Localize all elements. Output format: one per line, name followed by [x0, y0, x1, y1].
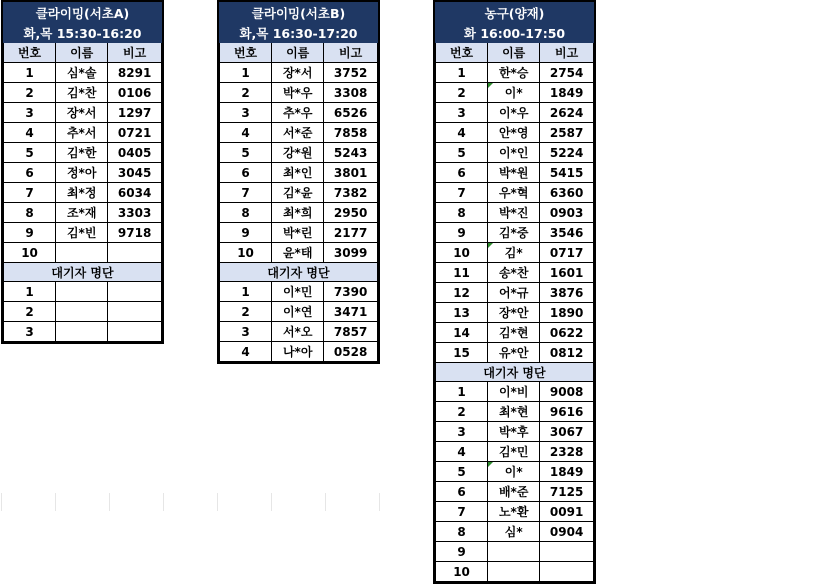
waitlist-number[interactable]: 2 [4, 302, 56, 322]
waitlist-note[interactable]: 9008 [540, 382, 594, 402]
row-name[interactable]: 이*인 [488, 143, 540, 163]
waitlist-note[interactable]: 7390 [324, 282, 378, 302]
waitlist-note[interactable]: 2328 [540, 442, 594, 462]
row-name[interactable]: 장*서 [272, 63, 324, 83]
faint-gridline [55, 493, 56, 511]
table-row [436, 63, 594, 83]
row-number[interactable]: 7 [4, 183, 56, 203]
row-name[interactable]: 김*현 [488, 323, 540, 343]
waitlist-number[interactable]: 3 [220, 322, 272, 342]
waitlist-name[interactable]: 이*민 [272, 282, 324, 302]
row-number[interactable]: 12 [436, 283, 488, 303]
class-time-row [436, 23, 594, 43]
waitlist-name[interactable]: 박*후 [488, 422, 540, 442]
row-number[interactable]: 2 [220, 83, 272, 103]
row-name[interactable]: 박*린 [272, 223, 324, 243]
waitlist-number[interactable]: 5 [436, 462, 488, 482]
waitlist-note[interactable]: 7125 [540, 482, 594, 502]
row-number[interactable]: 10 [4, 243, 56, 263]
class-title[interactable]: 클라이밍(서초B) [220, 3, 378, 23]
waitlist-row [220, 342, 378, 362]
column-header-row [4, 43, 162, 63]
waitlist-number[interactable]: 7 [436, 502, 488, 522]
row-name[interactable]: 심*솔 [56, 63, 108, 83]
waitlist-number[interactable]: 2 [220, 302, 272, 322]
waitlist-name[interactable]: 최*현 [488, 402, 540, 422]
row-name[interactable]: 장*서 [56, 103, 108, 123]
row-note[interactable]: 5243 [324, 143, 378, 163]
table-row [4, 123, 162, 143]
row-name[interactable]: 김*빈 [56, 223, 108, 243]
waitlist-number[interactable]: 10 [436, 562, 488, 582]
row-name[interactable]: 윤*태 [272, 243, 324, 263]
table-row [436, 223, 594, 243]
faint-gridline [163, 493, 164, 511]
schedule-table [219, 2, 378, 362]
row-note[interactable]: 3099 [324, 243, 378, 263]
waitlist-header-row [436, 363, 594, 382]
row-note[interactable]: 1297 [108, 103, 162, 123]
class-title-row [4, 3, 162, 23]
waitlist-row [436, 562, 594, 582]
table-row [220, 223, 378, 243]
row-note[interactable]: 6526 [324, 103, 378, 123]
waitlist-note[interactable]: 3067 [540, 422, 594, 442]
waitlist-name[interactable]: 서*오 [272, 322, 324, 342]
row-name[interactable]: 이* [488, 83, 540, 103]
row-number[interactable]: 11 [436, 263, 488, 283]
column-header-number[interactable]: 번호 [436, 43, 488, 63]
column-header-name[interactable]: 이름 [56, 43, 108, 63]
row-number[interactable]: 2 [4, 83, 56, 103]
row-note[interactable]: 3045 [108, 163, 162, 183]
row-name[interactable]: 안*영 [488, 123, 540, 143]
waitlist-name[interactable]: 김*민 [488, 442, 540, 462]
row-number[interactable]: 5 [436, 143, 488, 163]
row-note[interactable]: 3308 [324, 83, 378, 103]
table-row [220, 243, 378, 263]
row-number[interactable]: 7 [436, 183, 488, 203]
row-note[interactable]: 3876 [540, 283, 594, 303]
row-name[interactable]: 최*인 [272, 163, 324, 183]
table-row [436, 83, 594, 103]
waitlist-note[interactable]: 7857 [324, 322, 378, 342]
row-note[interactable]: 0106 [108, 83, 162, 103]
faint-gridline [271, 493, 272, 511]
row-number[interactable]: 4 [4, 123, 56, 143]
waitlist-note[interactable]: 0091 [540, 502, 594, 522]
table-row [4, 83, 162, 103]
class-title-row [436, 3, 594, 23]
row-note[interactable]: 3546 [540, 223, 594, 243]
waitlist-note[interactable]: 0904 [540, 522, 594, 542]
row-name[interactable]: 조*재 [56, 203, 108, 223]
row-number[interactable]: 6 [4, 163, 56, 183]
row-note[interactable]: 1890 [540, 303, 594, 323]
row-name[interactable]: 유*안 [488, 343, 540, 363]
table-row [220, 123, 378, 143]
column-header-name[interactable]: 이름 [272, 43, 324, 63]
table-row [436, 183, 594, 203]
row-note[interactable]: 9718 [108, 223, 162, 243]
row-number[interactable]: 8 [220, 203, 272, 223]
faint-gridline [109, 493, 110, 511]
class-time[interactable]: 화,목 15:30-16:20 [4, 23, 162, 43]
table-row [436, 163, 594, 183]
table-climbing-seocho-a [1, 0, 164, 344]
table-row [436, 303, 594, 323]
waitlist-name[interactable] [56, 302, 108, 322]
table-row [4, 103, 162, 123]
row-number[interactable]: 8 [436, 203, 488, 223]
row-number[interactable]: 6 [436, 163, 488, 183]
table-row [220, 103, 378, 123]
table-row [436, 263, 594, 283]
table-row [436, 323, 594, 343]
row-note[interactable]: 7382 [324, 183, 378, 203]
row-number[interactable]: 15 [436, 343, 488, 363]
row-name[interactable]: 최*희 [272, 203, 324, 223]
row-name[interactable]: 한*승 [488, 63, 540, 83]
row-name[interactable]: 최*정 [56, 183, 108, 203]
row-note[interactable]: 6034 [108, 183, 162, 203]
waitlist-name[interactable]: 나*아 [272, 342, 324, 362]
row-note[interactable]: 3303 [108, 203, 162, 223]
row-note[interactable]: 2587 [540, 123, 594, 143]
waitlist-title[interactable]: 대기자 명단 [220, 263, 378, 282]
table-row [4, 243, 162, 263]
waitlist-number[interactable]: 1 [220, 282, 272, 302]
class-title[interactable]: 농구(양재) [436, 3, 594, 23]
waitlist-note[interactable] [108, 322, 162, 342]
row-name[interactable]: 박*우 [272, 83, 324, 103]
waitlist-name[interactable] [56, 322, 108, 342]
table-row [220, 63, 378, 83]
faint-gridline [217, 493, 218, 511]
waitlist-name[interactable]: 이*연 [272, 302, 324, 322]
row-number[interactable]: 10 [436, 243, 488, 263]
class-time-row [4, 23, 162, 43]
row-note[interactable]: 5415 [540, 163, 594, 183]
waitlist-name[interactable]: 배*준 [488, 482, 540, 502]
row-name[interactable] [56, 243, 108, 263]
row-number[interactable]: 9 [4, 223, 56, 243]
row-name[interactable]: 김* [488, 243, 540, 263]
table-row [220, 83, 378, 103]
row-note[interactable]: 1849 [540, 83, 594, 103]
row-name[interactable]: 정*아 [56, 163, 108, 183]
table-row [436, 343, 594, 363]
row-note[interactable] [108, 243, 162, 263]
waitlist-note[interactable]: 0528 [324, 342, 378, 362]
table-row [436, 123, 594, 143]
waitlist-number[interactable]: 3 [4, 322, 56, 342]
table-row [220, 143, 378, 163]
row-name[interactable]: 서*준 [272, 123, 324, 143]
row-number[interactable]: 8 [4, 203, 56, 223]
waitlist-number[interactable]: 9 [436, 542, 488, 562]
waitlist-title[interactable]: 대기자 명단 [4, 263, 162, 282]
waitlist-row [436, 422, 594, 442]
schedule-table [3, 2, 162, 342]
row-name[interactable]: 김*중 [488, 223, 540, 243]
column-header-note[interactable]: 비고 [108, 43, 162, 63]
table-basketball-yangjae [433, 0, 596, 584]
row-name[interactable]: 강*원 [272, 143, 324, 163]
table-row [4, 63, 162, 83]
row-note[interactable]: 1601 [540, 263, 594, 283]
waitlist-number[interactable]: 8 [436, 522, 488, 542]
column-header-note[interactable]: 비고 [540, 43, 594, 63]
waitlist-number[interactable]: 4 [436, 442, 488, 462]
waitlist-row [220, 282, 378, 302]
waitlist-note[interactable]: 9616 [540, 402, 594, 422]
column-header-number[interactable]: 번호 [4, 43, 56, 63]
column-header-note[interactable]: 비고 [324, 43, 378, 63]
table-row [220, 163, 378, 183]
waitlist-note[interactable] [108, 302, 162, 322]
waitlist-number[interactable]: 4 [220, 342, 272, 362]
row-note[interactable]: 0812 [540, 343, 594, 363]
row-number[interactable]: 7 [220, 183, 272, 203]
class-title[interactable]: 클라이밍(서초A) [4, 3, 162, 23]
waitlist-name[interactable]: 이* [488, 462, 540, 482]
waitlist-header-row [4, 263, 162, 282]
waitlist-number[interactable]: 1 [436, 382, 488, 402]
row-number[interactable]: 9 [436, 223, 488, 243]
table-row [4, 203, 162, 223]
waitlist-name[interactable]: 노*환 [488, 502, 540, 522]
row-number[interactable]: 4 [436, 123, 488, 143]
row-number[interactable]: 4 [220, 123, 272, 143]
waitlist-row [436, 462, 594, 482]
column-header-row [220, 43, 378, 63]
faint-gridline [379, 493, 380, 511]
class-title-row [220, 3, 378, 23]
table-row [436, 283, 594, 303]
column-header-number[interactable]: 번호 [220, 43, 272, 63]
waitlist-number[interactable]: 2 [436, 402, 488, 422]
column-header-name[interactable]: 이름 [488, 43, 540, 63]
waitlist-number[interactable]: 6 [436, 482, 488, 502]
row-name[interactable]: 송*찬 [488, 263, 540, 283]
waitlist-number[interactable]: 3 [436, 422, 488, 442]
waitlist-row [436, 522, 594, 542]
faint-gridline [325, 493, 326, 511]
row-number[interactable]: 6 [220, 163, 272, 183]
table-row [4, 143, 162, 163]
row-note[interactable]: 0717 [540, 243, 594, 263]
waitlist-row [220, 302, 378, 322]
waitlist-row [436, 402, 594, 422]
row-note[interactable]: 7858 [324, 123, 378, 143]
row-name[interactable]: 우*혁 [488, 183, 540, 203]
row-name[interactable]: 박*원 [488, 163, 540, 183]
table-row [4, 183, 162, 203]
row-name[interactable]: 어*규 [488, 283, 540, 303]
class-time-row [220, 23, 378, 43]
row-name[interactable]: 추*서 [56, 123, 108, 143]
row-name[interactable]: 장*안 [488, 303, 540, 323]
table-row [4, 163, 162, 183]
column-header-row [436, 43, 594, 63]
faint-gridline [1, 493, 2, 511]
waitlist-note[interactable]: 3471 [324, 302, 378, 322]
waitlist-row [436, 502, 594, 522]
row-number[interactable]: 2 [436, 83, 488, 103]
waitlist-name[interactable]: 심* [488, 522, 540, 542]
row-number[interactable]: 3 [4, 103, 56, 123]
row-note[interactable]: 0903 [540, 203, 594, 223]
row-note[interactable]: 8291 [108, 63, 162, 83]
row-name[interactable]: 김*한 [56, 143, 108, 163]
row-number[interactable]: 10 [220, 243, 272, 263]
waitlist-note[interactable]: 1849 [540, 462, 594, 482]
row-number[interactable]: 5 [220, 143, 272, 163]
waitlist-name[interactable] [488, 562, 540, 582]
row-number[interactable]: 1 [220, 63, 272, 83]
waitlist-header-row [220, 263, 378, 282]
waitlist-row [436, 442, 594, 462]
waitlist-note[interactable] [540, 562, 594, 582]
waitlist-note[interactable] [540, 542, 594, 562]
row-note[interactable]: 2177 [324, 223, 378, 243]
row-note[interactable]: 0721 [108, 123, 162, 143]
waitlist-number[interactable]: 1 [4, 282, 56, 302]
row-note[interactable]: 6360 [540, 183, 594, 203]
waitlist-row [436, 482, 594, 502]
table-row [436, 203, 594, 223]
waitlist-name[interactable] [56, 282, 108, 302]
row-note[interactable]: 3752 [324, 63, 378, 83]
table-row [436, 243, 594, 263]
row-note[interactable]: 2624 [540, 103, 594, 123]
waitlist-row [4, 302, 162, 322]
waitlist-row [4, 282, 162, 302]
table-row [4, 223, 162, 243]
table-row [436, 103, 594, 123]
row-note[interactable]: 3801 [324, 163, 378, 183]
table-row [220, 203, 378, 223]
waitlist-title[interactable]: 대기자 명단 [436, 363, 594, 382]
row-name[interactable]: 김*찬 [56, 83, 108, 103]
row-note[interactable]: 5224 [540, 143, 594, 163]
table-row [220, 183, 378, 203]
row-name[interactable]: 김*윤 [272, 183, 324, 203]
row-number[interactable]: 13 [436, 303, 488, 323]
waitlist-row [436, 542, 594, 562]
row-number[interactable]: 3 [436, 103, 488, 123]
row-number[interactable]: 5 [4, 143, 56, 163]
class-time[interactable]: 화,목 16:30-17:20 [220, 23, 378, 43]
waitlist-row [4, 322, 162, 342]
row-note[interactable]: 2754 [540, 63, 594, 83]
waitlist-row [220, 322, 378, 342]
waitlist-name[interactable]: 이*비 [488, 382, 540, 402]
row-number[interactable]: 9 [220, 223, 272, 243]
row-number[interactable]: 1 [436, 63, 488, 83]
row-name[interactable]: 추*우 [272, 103, 324, 123]
table-climbing-seocho-b [217, 0, 380, 364]
waitlist-name[interactable] [488, 542, 540, 562]
row-number[interactable]: 1 [4, 63, 56, 83]
waitlist-note[interactable] [108, 282, 162, 302]
row-note[interactable]: 0622 [540, 323, 594, 343]
row-name[interactable]: 박*진 [488, 203, 540, 223]
schedule-table [435, 2, 594, 582]
class-time[interactable]: 화 16:00-17:50 [436, 23, 594, 43]
waitlist-row [436, 382, 594, 402]
row-note[interactable]: 2950 [324, 203, 378, 223]
table-row [436, 143, 594, 163]
row-number[interactable]: 3 [220, 103, 272, 123]
row-note[interactable]: 0405 [108, 143, 162, 163]
row-number[interactable]: 14 [436, 323, 488, 343]
row-name[interactable]: 이*우 [488, 103, 540, 123]
